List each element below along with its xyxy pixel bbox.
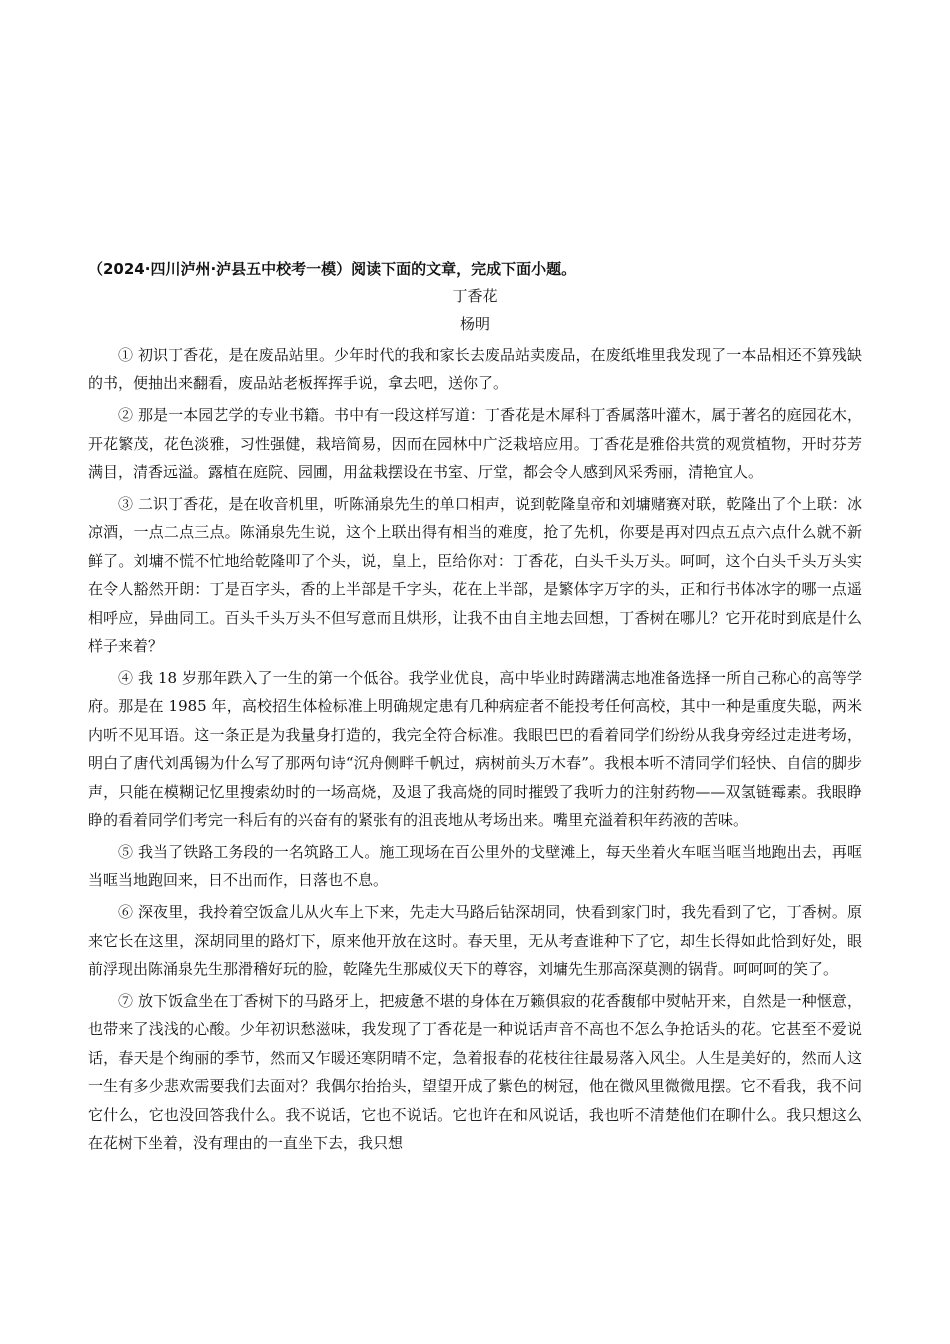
paragraph-3: ③ 二识丁香花，是在收音机里，听陈涌泉先生的单口相声，说到乾隆皇帝和刘墉赌赛对联，乾隆出了个上联：冰凉酒，一点二点三点。陈涌泉先生说，这个上联出得有相当的难度，抢了先机，你要是再对四点五点六点什么就不新鲜了。刘墉不慌不忙地给乾隆叩了个头，说，皇上，臣给你对：丁香花，白头千头万头。呵呵，这个白头千头万头实在令人豁然开朗：丁是百字头，香的上半部是千字头，花在上半部，是繁体字万字的头，正和行书体冰字的哪一点遥相呼应，异曲同工。百头千头万头不但写意而且烘形，让我不由自主地去回想，丁香树在哪儿？它开花时到底是什么样子来着？	[88, 495, 862, 656]
paragraph-2: ② 那是一本园艺学的专业书籍。书中有一段这样写道：丁香花是木犀科丁香属落叶灌木，属于著名的庭园花木，开花繁茂，花色淡雅，习性强健，栽培简易，因而在园林中广泛栽培应用。丁香花是雅俗共赏的观赏植物，开时芬芳满目，清香远溢。露植在庭院、园圃，用盆栽摆设在书室、厅堂，都会令人感到风采秀丽，清艳宜人。	[88, 406, 862, 482]
paragraph-4: ④ 我 18 岁那年跌入了一生的第一个低谷。我学业优良，高中毕业时踌躇满志地准备选择一所自己称心的高等学府。那是在 1985 年，高校招生体检标准上明确规定患有几种病症者不能投考任何高校，其中一种是重度失聪，两米内听不见耳语。这一条正是为我量身打造的，我完全符合标准。我眼巴巴的看着同学们纷纷从我身旁经过走进考场，明白了唐代刘禹锡为什么写了那两句诗“沉舟侧畔千帆过，病树前头万木春”。我根本听不清同学们轻快、自信的脚步声，只能在模糊记忆里搜索幼时的一场高烧，及退了我高烧的同时摧毁了我听力的注射药物——双氢链霉素。我眼睁睁的看着同学们考完一科后有的兴奋有的紧张有的沮丧地从考场出来。嘴里充溢着积年药液的苦味。	[88, 668, 862, 829]
article-author: 杨明	[459, 315, 490, 333]
article-title: 丁香花	[452, 287, 498, 305]
paragraph-1: ① 初识丁香花，是在废品站里。少年时代的我和家长去废品站卖废品，在废纸堆里我发现了一本品相还不算残缺的书，便抽出来翻看，废品站老板挥挥手说，拿去吧，送你了。	[88, 346, 862, 393]
document-page	[88, 256, 862, 1157]
paragraph-5: ⑤ 我当了铁路工务段的一名筑路工人。施工现场在百公里外的戈壁滩上，每天坐着火车哐当哐当地跑出去，再哐当哐当地跑回来，日不出而作，日落也不息。	[88, 842, 862, 890]
question-intro: （2024·四川泸州·泸县五中校考一模）阅读下面的文章，完成下面小题。	[88, 260, 577, 278]
paragraph-7: ⑦ 放下饭盒坐在丁香树下的马路牙上，把疲惫不堪的身体在万籁俱寂的花香馥郁中熨帖开来，自然是一种惬意，也带来了浅浅的心酸。少年初识愁滋味，我发现了丁香花是一种说话声音不高也不怎么争抢话头的花。它甚至不爱说话，春天是个绚丽的季节，然而又乍暖还寒阴晴不定，急着报春的花枝往往最易落入风尘。人生是美好的，然而人这一生有多少悲欢需要我们去面对？我偶尔抬抬头，望望开成了紫色的树冠，他在微风里微微甩摆。它不看我，我不问它什么，它也没回答我什么。我不说话，它也不说话。它也许在和风说话，我也听不清楚他们在聊什么。我只想这么在花树下坐着，没有理由的一直坐下去，我只想	[88, 991, 862, 1152]
paragraph-6: ⑥ 深夜里，我拎着空饭盒儿从火车上下来，先走大马路后钻深胡同，快看到家门时，我先看到了它，丁香树。原来它长在这里，深胡同里的路灯下，原来他开放在这时。春天里，无从考查谁种下了它，却生长得如此恰到好处，眼前浮现出陈涌泉先生那滑稽好玩的脸，乾隆先生那威仪天下的尊容，刘墉先生那高深莫测的锅背。呵呵呵的笑了。	[88, 903, 862, 979]
